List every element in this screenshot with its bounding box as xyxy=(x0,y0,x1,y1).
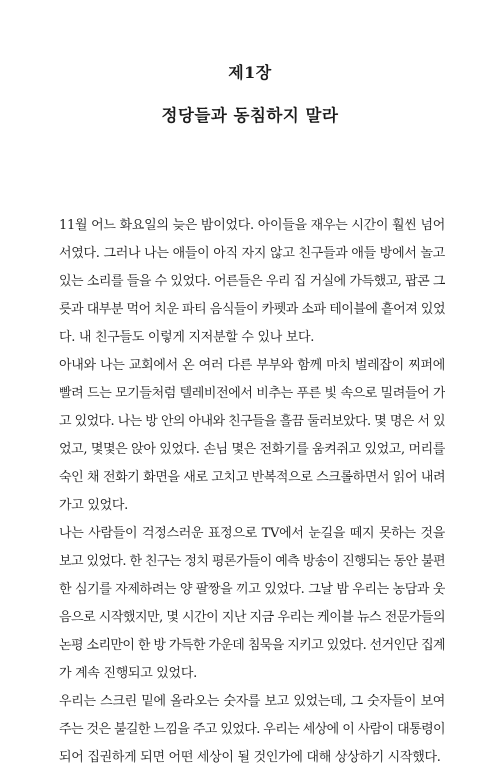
text-line: 우리는 스크린 밑에 올라오는 숫자를 보고 있었는데, 그 숫자들이 보여 xyxy=(59,694,445,709)
text-line: 되어 집권하게 되면 어떤 세상이 될 것인가에 대해 상상하기 시작했다. xyxy=(59,750,441,765)
paragraph xyxy=(59,688,445,772)
text-line: 가 계속 진행되고 있었다. xyxy=(59,666,197,681)
text-line: 었고, 몇몇은 앉아 있었다. 손님 몇은 전화기를 움켜쥐고 있었고, 머리를 xyxy=(59,442,445,457)
text-line: 릇과 대부분 먹어 치운 파티 음식들이 카펫과 소파 테이블에 흩어져 있었 xyxy=(59,302,445,317)
text-line: 고 있었다. 나는 방 안의 아내와 친구들을 흘끔 둘러보았다. 몇 명은 서 있 xyxy=(59,414,445,429)
text-line: 나는 사람들이 걱정스러운 표정으로 TV에서 눈길을 떼지 못하는 것을 xyxy=(59,526,445,541)
text-line: 논평 소리만이 한 방 가득한 가운데 침묵을 지키고 있었다. 선거인단 집계 xyxy=(59,638,445,653)
chapter-title: 정당들과 동침하지 말라 xyxy=(161,106,339,125)
text-line: 숙인 채 전화기 화면을 새로 고치고 반복적으로 스크롤하면서 읽어 내려 xyxy=(59,470,445,485)
chapter-number: 제1장 xyxy=(228,63,272,82)
paragraph xyxy=(59,352,445,520)
body-text xyxy=(59,212,445,772)
text-line: 다. 내 친구들도 이렇게 지저분할 수 있나 보다. xyxy=(59,330,315,345)
text-line: 11월 어느 화요일의 늦은 밤이었다. 아이들을 재우는 시간이 훨씬 넘어 xyxy=(59,218,445,233)
paragraph xyxy=(59,520,445,688)
text-line: 아내와 나는 교회에서 온 여러 다른 부부와 함께 마치 벌레잡이 찌퍼에 xyxy=(59,358,445,373)
text-line: 주는 것은 불길한 느낌을 주고 있었다. 우리는 세상에 이 사람이 대통령이 xyxy=(59,722,445,737)
paragraph xyxy=(59,212,445,352)
text-line: 가고 있었다. xyxy=(59,498,128,513)
text-line: 서였다. 그러나 나는 애들이 아직 자지 않고 친구들과 애들 방에서 놀고 xyxy=(59,246,445,261)
text-line: 있는 소리를 들을 수 있었다. 어른들은 우리 집 거실에 가득했고, 팝콘 그 xyxy=(59,274,445,289)
text-line: 음으로 시작했지만, 몇 시간이 지난 지금 우리는 케이블 뉴스 전문가들의 xyxy=(59,610,445,625)
text-line: 한 심기를 자제하려는 양 팔짱을 끼고 있었다. 그날 밤 우리는 농담과 웃 xyxy=(59,582,445,597)
text-line: 빨려 드는 모기들처럼 텔레비전에서 비추는 푸른 빛 속으로 밀려들어 가 xyxy=(59,386,445,401)
text-line: 보고 있었다. 한 친구는 정치 평론가들이 예측 방송이 진행되는 동안 불편 xyxy=(59,554,445,569)
